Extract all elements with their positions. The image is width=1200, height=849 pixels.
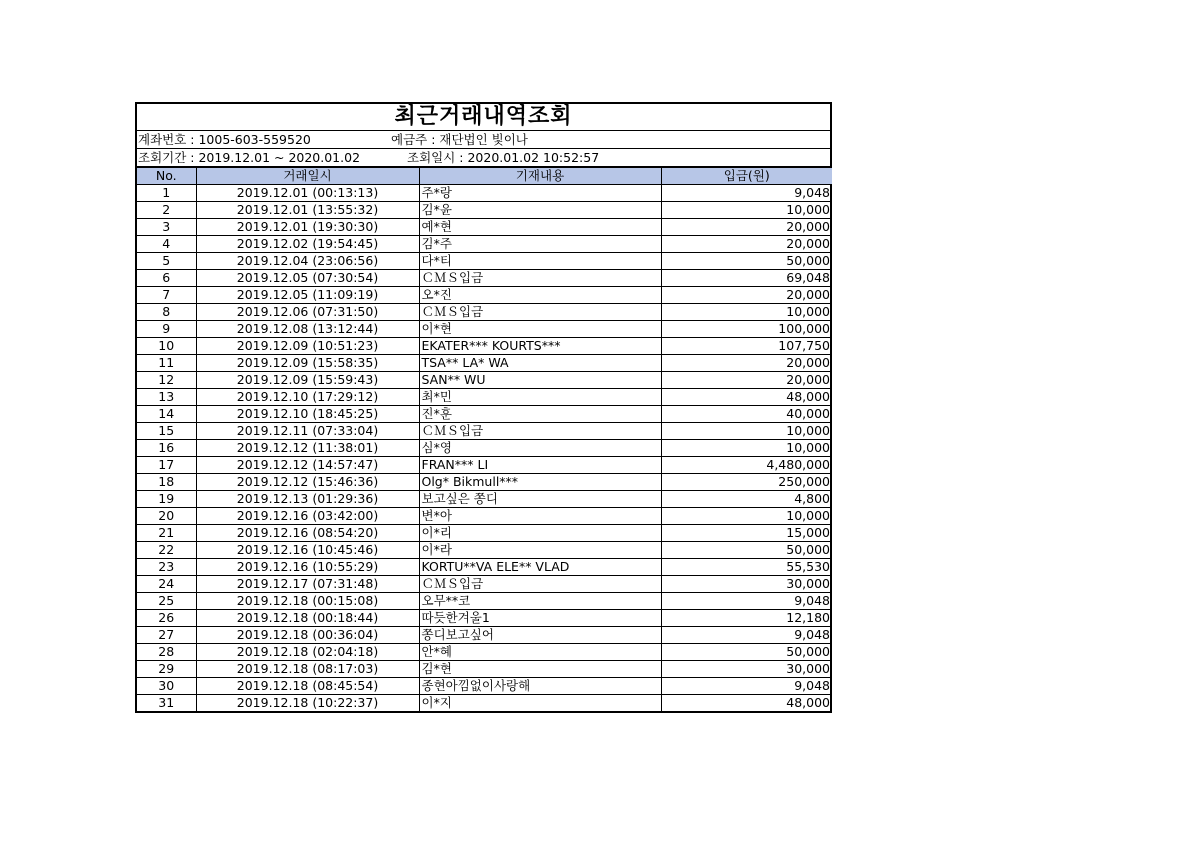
row-amount: 40,000 [661, 406, 832, 423]
table-row [137, 423, 832, 440]
row-datetime: 2019.12.08 (13:12:44) [196, 321, 419, 338]
table-row [137, 593, 832, 610]
row-amount: 20,000 [661, 236, 832, 253]
row-no: 14 [137, 406, 196, 423]
row-no: 6 [137, 270, 196, 287]
row-datetime: 2019.12.18 (00:36:04) [196, 627, 419, 644]
row-datetime: 2019.12.10 (17:29:12) [196, 389, 419, 406]
table-row [137, 695, 832, 712]
inquiry-datetime: 조회일시 : 2020.01.02 10:52:57 [407, 150, 600, 165]
row-datetime: 2019.12.01 (13:55:32) [196, 202, 419, 219]
table-row [137, 627, 832, 644]
row-description: 주*랑 [419, 185, 661, 202]
row-amount: 30,000 [661, 576, 832, 593]
table-row [137, 559, 832, 576]
row-no: 24 [137, 576, 196, 593]
row-no: 10 [137, 338, 196, 355]
table-row [137, 304, 832, 321]
row-datetime: 2019.12.12 (11:38:01) [196, 440, 419, 457]
row-description: 심*영 [419, 440, 661, 457]
table-row [137, 202, 832, 219]
row-amount: 10,000 [661, 304, 832, 321]
row-amount: 15,000 [661, 525, 832, 542]
row-datetime: 2019.12.02 (19:54:45) [196, 236, 419, 253]
row-amount: 10,000 [661, 202, 832, 219]
row-description: 따듯한겨울1 [419, 610, 661, 627]
row-no: 19 [137, 491, 196, 508]
row-no: 28 [137, 644, 196, 661]
row-no: 22 [137, 542, 196, 559]
row-datetime: 2019.12.01 (19:30:30) [196, 219, 419, 236]
row-description: ＣＭＳ입금 [419, 304, 661, 321]
row-description: ＣＭＳ입금 [419, 423, 661, 440]
row-no: 31 [137, 695, 196, 712]
col-header-description: 기재내용 [419, 168, 661, 185]
row-amount: 12,180 [661, 610, 832, 627]
table-row [137, 457, 832, 474]
table-row [137, 610, 832, 627]
row-description: 김*주 [419, 236, 661, 253]
row-description: KORTU**VA ELE** VLAD [419, 559, 661, 576]
row-amount: 9,048 [661, 593, 832, 610]
table-header-row [137, 168, 832, 185]
col-header-no: No. [137, 168, 196, 185]
row-no: 25 [137, 593, 196, 610]
table-row [137, 491, 832, 508]
row-amount: 50,000 [661, 542, 832, 559]
row-no: 11 [137, 355, 196, 372]
table-row [137, 525, 832, 542]
row-description: 예*현 [419, 219, 661, 236]
row-description: 최*민 [419, 389, 661, 406]
row-datetime: 2019.12.09 (15:58:35) [196, 355, 419, 372]
row-datetime: 2019.12.17 (07:31:48) [196, 576, 419, 593]
row-no: 23 [137, 559, 196, 576]
row-description: Olg* Bikmull*** [419, 474, 661, 491]
table-row [137, 355, 832, 372]
table-row [137, 372, 832, 389]
table-row [137, 270, 832, 287]
row-no: 29 [137, 661, 196, 678]
table-row [137, 644, 832, 661]
row-no: 5 [137, 253, 196, 270]
account-info-row [137, 131, 830, 149]
row-datetime: 2019.12.18 (00:18:44) [196, 610, 419, 627]
row-datetime: 2019.12.09 (15:59:43) [196, 372, 419, 389]
account-number: 계좌번호 : 1005-603-559520 [138, 132, 311, 147]
row-amount: 50,000 [661, 253, 832, 270]
row-no: 13 [137, 389, 196, 406]
row-datetime: 2019.12.18 (02:04:18) [196, 644, 419, 661]
row-no: 8 [137, 304, 196, 321]
row-description: 다*티 [419, 253, 661, 270]
table-row [137, 338, 832, 355]
row-no: 21 [137, 525, 196, 542]
row-description: 종현아낌없이사랑해 [419, 678, 661, 695]
row-no: 2 [137, 202, 196, 219]
row-datetime: 2019.12.12 (14:57:47) [196, 457, 419, 474]
row-datetime: 2019.12.16 (10:45:46) [196, 542, 419, 559]
row-amount: 50,000 [661, 644, 832, 661]
row-amount: 10,000 [661, 508, 832, 525]
table-row [137, 321, 832, 338]
row-no: 30 [137, 678, 196, 695]
row-description: EKATER*** KOURTS*** [419, 338, 661, 355]
row-amount: 4,480,000 [661, 457, 832, 474]
sheet-title: 최근거래내역조회 [137, 104, 830, 131]
table-row [137, 236, 832, 253]
row-datetime: 2019.12.16 (10:55:29) [196, 559, 419, 576]
row-datetime: 2019.12.18 (08:45:54) [196, 678, 419, 695]
row-amount: 30,000 [661, 661, 832, 678]
row-no: 4 [137, 236, 196, 253]
row-description: TSA** LA* WA [419, 355, 661, 372]
row-datetime: 2019.12.04 (23:06:56) [196, 253, 419, 270]
row-datetime: 2019.12.13 (01:29:36) [196, 491, 419, 508]
row-amount: 20,000 [661, 287, 832, 304]
row-description: 오무**코 [419, 593, 661, 610]
row-amount: 48,000 [661, 695, 832, 712]
col-header-datetime: 거래일시 [196, 168, 419, 185]
table-row [137, 219, 832, 236]
table-row [137, 678, 832, 695]
table-row [137, 474, 832, 491]
row-description: 이*라 [419, 542, 661, 559]
row-no: 15 [137, 423, 196, 440]
table-row [137, 576, 832, 593]
row-datetime: 2019.12.10 (18:45:25) [196, 406, 419, 423]
row-amount: 100,000 [661, 321, 832, 338]
row-amount: 20,000 [661, 219, 832, 236]
row-amount: 9,048 [661, 185, 832, 202]
row-description: 오*진 [419, 287, 661, 304]
col-header-amount: 입금(원) [661, 168, 832, 185]
row-description: ＣＭＳ입금 [419, 576, 661, 593]
depositor-name: 예금주 : 재단법인 빛이나 [391, 132, 528, 147]
row-datetime: 2019.12.09 (10:51:23) [196, 338, 419, 355]
row-amount: 10,000 [661, 423, 832, 440]
row-amount: 20,000 [661, 372, 832, 389]
row-description: 안*혜 [419, 644, 661, 661]
row-amount: 107,750 [661, 338, 832, 355]
transactions-table [137, 167, 832, 711]
row-description: ＣＭＳ입금 [419, 270, 661, 287]
row-no: 7 [137, 287, 196, 304]
row-no: 9 [137, 321, 196, 338]
row-datetime: 2019.12.12 (15:46:36) [196, 474, 419, 491]
row-datetime: 2019.12.16 (03:42:00) [196, 508, 419, 525]
row-no: 26 [137, 610, 196, 627]
row-datetime: 2019.12.05 (11:09:19) [196, 287, 419, 304]
row-description: 보고싶은 쫑디 [419, 491, 661, 508]
row-description: 김*윤 [419, 202, 661, 219]
row-description: FRAN*** LI [419, 457, 661, 474]
row-amount: 250,000 [661, 474, 832, 491]
row-no: 20 [137, 508, 196, 525]
row-amount: 10,000 [661, 440, 832, 457]
row-datetime: 2019.12.18 (10:22:37) [196, 695, 419, 712]
row-description: SAN** WU [419, 372, 661, 389]
row-amount: 55,530 [661, 559, 832, 576]
row-no: 12 [137, 372, 196, 389]
row-description: 이*지 [419, 695, 661, 712]
row-no: 16 [137, 440, 196, 457]
table-row [137, 542, 832, 559]
row-no: 3 [137, 219, 196, 236]
row-datetime: 2019.12.06 (07:31:50) [196, 304, 419, 321]
row-datetime: 2019.12.16 (08:54:20) [196, 525, 419, 542]
table-row [137, 253, 832, 270]
row-amount: 48,000 [661, 389, 832, 406]
row-amount: 4,800 [661, 491, 832, 508]
table-row [137, 389, 832, 406]
inquiry-period: 조회기간 : 2019.12.01 ~ 2020.01.02 [138, 150, 361, 165]
row-amount: 9,048 [661, 678, 832, 695]
table-row [137, 287, 832, 304]
row-description: 쫑디보고싶어 [419, 627, 661, 644]
table-row [137, 440, 832, 457]
row-datetime: 2019.12.18 (08:17:03) [196, 661, 419, 678]
row-amount: 9,048 [661, 627, 832, 644]
row-description: 이*리 [419, 525, 661, 542]
row-no: 18 [137, 474, 196, 491]
row-no: 27 [137, 627, 196, 644]
row-description: 진*훈 [419, 406, 661, 423]
table-row [137, 508, 832, 525]
table-row [137, 661, 832, 678]
row-no: 17 [137, 457, 196, 474]
row-datetime: 2019.12.01 (00:13:13) [196, 185, 419, 202]
row-datetime: 2019.12.05 (07:30:54) [196, 270, 419, 287]
table-row [137, 185, 832, 202]
row-description: 이*현 [419, 321, 661, 338]
row-description: 변*아 [419, 508, 661, 525]
row-description: 김*현 [419, 661, 661, 678]
row-amount: 20,000 [661, 355, 832, 372]
row-amount: 69,048 [661, 270, 832, 287]
transaction-sheet [135, 102, 832, 713]
row-no: 1 [137, 185, 196, 202]
row-datetime: 2019.12.18 (00:15:08) [196, 593, 419, 610]
row-datetime: 2019.12.11 (07:33:04) [196, 423, 419, 440]
table-row [137, 406, 832, 423]
period-info-row [137, 149, 830, 167]
